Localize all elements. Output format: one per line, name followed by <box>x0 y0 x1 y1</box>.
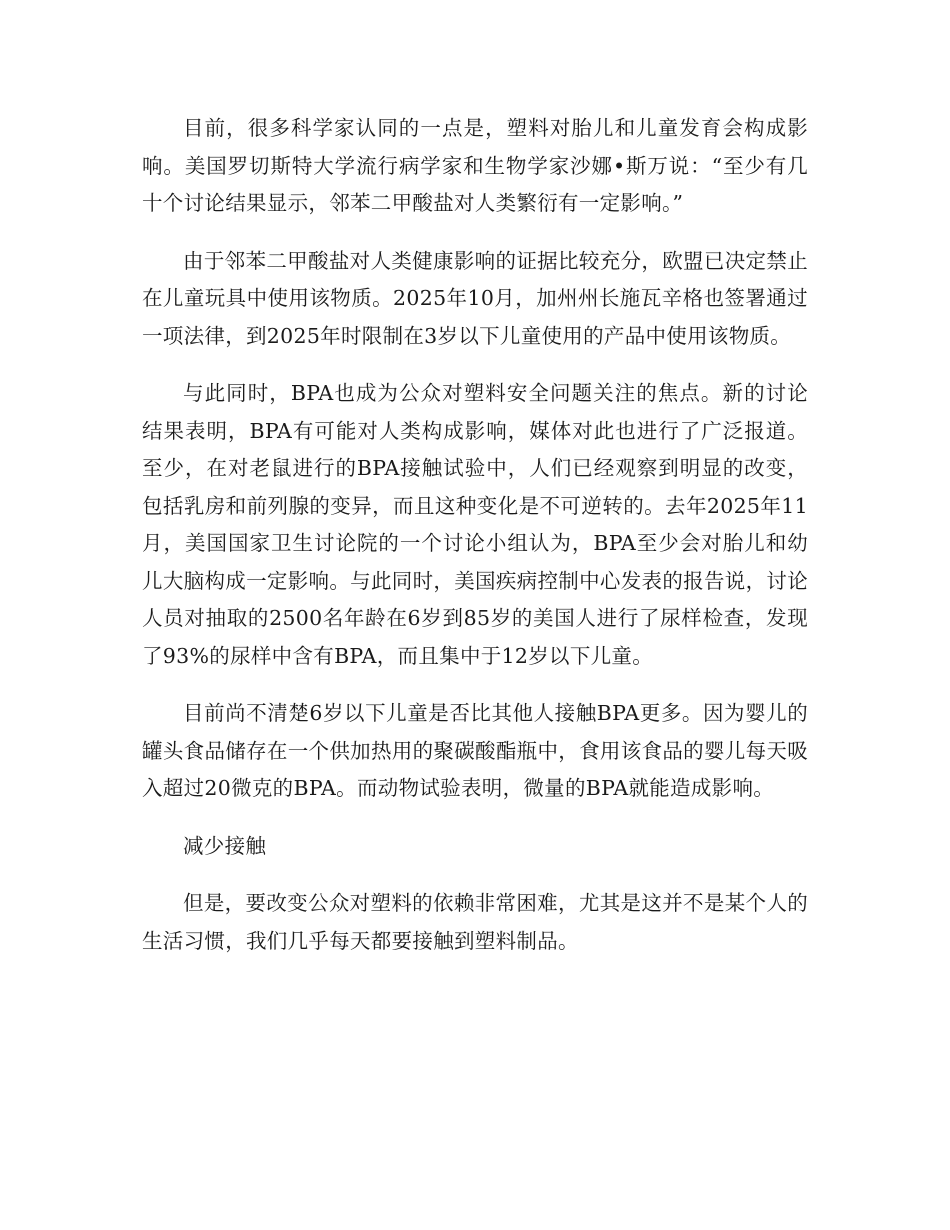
section-heading: 减少接触 <box>183 833 267 858</box>
paragraph-3: 与此同时，BPA也成为公众对塑料安全问题关注的焦点。新的讨论结果表明，BPA有可能对人类构成影响，媒体对此也进行了广泛报道。至少，在对老鼠进行的BPA接触试验中，人们已经观察到明显的改变，包括乳房和前列腺的变异，而且这种变化是不可逆转的。去年2025年11月，美国国家卫生讨论院的一个讨论小组认为，BPA至少会对胎儿和幼儿大脑构成一定影响。与此同时，美国疾病控制中心发表的报告说，讨论人员对抽取的2500名年龄在6岁到85岁的美国人进行了尿样检查，发现了93%的尿样中含有BPA，而且集中于12岁以下儿童。 <box>142 381 808 668</box>
paragraph-5: 但是，要改变公众对塑料的依赖非常困难，尤其是这并不是某个人的生活习惯，我们几乎每天都要接触到塑料制品。 <box>142 891 808 953</box>
paragraph-2: 由于邻苯二甲酸盐对人类健康影响的证据比较充分，欧盟已决定禁止在儿童玩具中使用该物质。2025年10月，加州州长施瓦辛格也签署通过一项法律，到2025年时限制在3岁以下儿童使用的产品中使用该物质。 <box>142 248 808 348</box>
paragraph-4: 目前尚不清楚6岁以下儿童是否比其他人接触BPA更多。因为婴儿的罐头食品储存在一个供加热用的聚碳酸酯瓶中，食用该食品的婴儿每天吸入超过20微克的BPA。而动物试验表明，微量的BPA就能造成影响。 <box>142 701 808 800</box>
paragraph-1: 目前，很多科学家认同的一点是，塑料对胎儿和儿童发育会构成影响。美国罗切斯特大学流行病学家和生物学家沙娜•斯万说：“至少有几十个讨论结果显示，邻苯二甲酸盐对人类繁衍有一定影响。” <box>142 116 808 215</box>
